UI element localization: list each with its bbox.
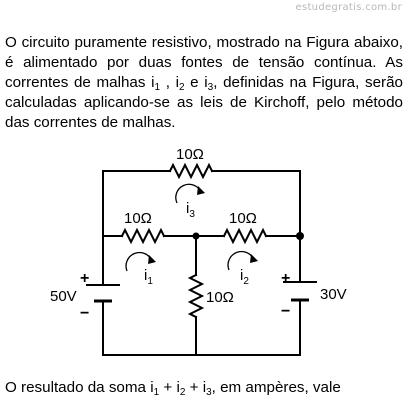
intro-sep-2: e i (184, 74, 208, 91)
arrowhead-i2 (250, 254, 258, 263)
question-sep-1: + i (159, 379, 180, 396)
intro-text-2: , definidas na Figura, serão calculadas aplicando-se as leis de Kirchoff, pelo método das correntes de malhas. (5, 74, 403, 131)
minus-right: − (281, 303, 291, 320)
q-subscript-1: 1 (153, 387, 160, 398)
subscript-2: 2 (178, 82, 185, 93)
label-source-left: 50V (50, 288, 77, 305)
label-r-top: 10Ω (176, 146, 204, 163)
resistor-right (224, 230, 266, 242)
subscript-1: 1 (154, 82, 161, 93)
plus-left: + (80, 270, 90, 287)
mesh-label-i1: $i_1$ (144, 267, 153, 287)
arrowhead-i1 (148, 255, 156, 264)
label-r-left: 10Ω (124, 210, 152, 227)
q-subscript-2: 2 (179, 387, 186, 398)
resistor-top (170, 165, 212, 177)
intro-sep-1: , i (160, 74, 179, 91)
minus-left: − (80, 305, 90, 322)
label-r-right: 10Ω (229, 210, 257, 227)
resistor-center (190, 275, 202, 317)
mesh-label-i2: $i_2$ (240, 267, 249, 287)
question-part-2: , em ampères, vale (211, 379, 341, 396)
question-part-1: O resultado da soma i (5, 379, 154, 396)
mesh-label-i3: $i_3$ (186, 200, 195, 220)
junction-dot-center (193, 233, 200, 240)
subscript-3: 3 (207, 82, 214, 93)
junction-dot-right (296, 232, 304, 240)
label-r-mid: 10Ω (206, 289, 234, 306)
battery-left (86, 285, 120, 301)
plus-right: + (281, 270, 291, 287)
q-subscript-3: 3 (206, 387, 212, 398)
intro-text-1: O circuito puramente resistivo, mostrado na Figura abaixo, é alimentado por duas fontes de tensão contínua. As correntes de malhas i (5, 34, 403, 91)
question-sep-2: + i (185, 379, 207, 396)
watermark: estudegratis.com.br (295, 2, 402, 13)
mesh-arrow-i1 (126, 253, 152, 271)
label-source-right: 30V (320, 286, 347, 303)
resistor-left (122, 230, 164, 242)
arrowhead-i3 (197, 186, 205, 195)
question-text (5, 378, 405, 398)
